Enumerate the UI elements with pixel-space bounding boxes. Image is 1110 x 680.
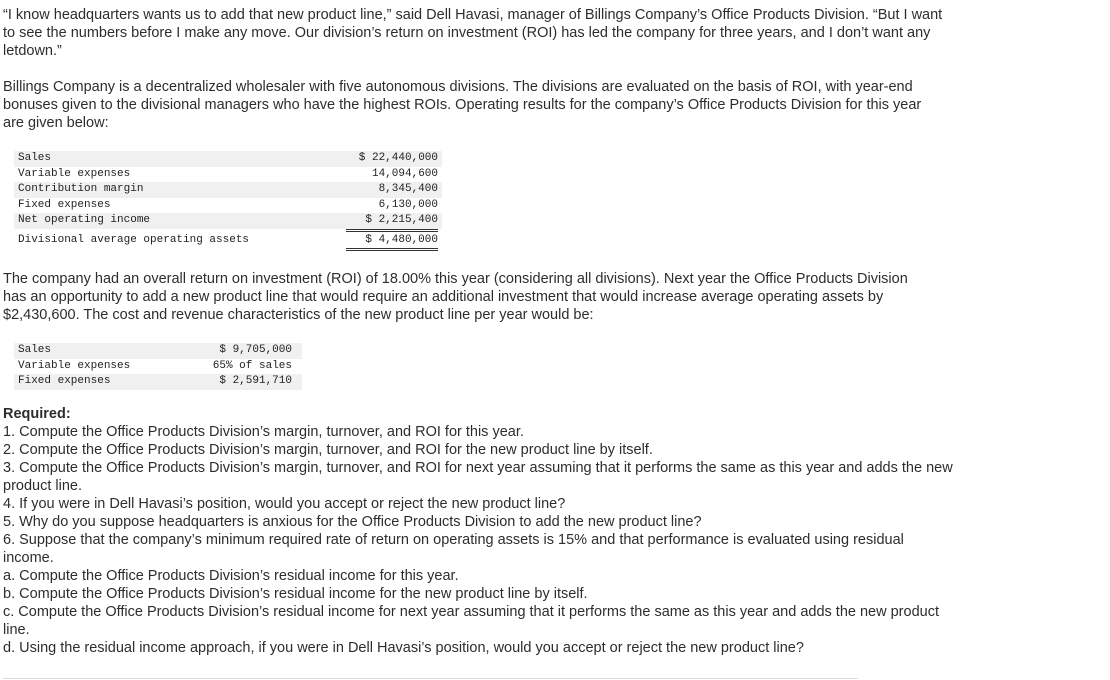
new-product-line-paragraph: The company had an overall return on investment (ROI) of 18.00% this year (considering all divisions). Next year the Office Products Division has an opportunity to add a new product line that would require an additional investment that would increase average operating assets by $2,430,600. The cost and revenue characteristics of the new product line per year would be: (3, 271, 908, 323)
row-value: 6,130,000 (346, 198, 438, 215)
required-item: 6. Suppose that the company’s minimum required rate of return on operating assets is 15% and that performance is evaluated using residual income. (3, 532, 904, 566)
company-context-paragraph: Billings Company is a decentralized wholesaler with five autonomous divisions. The divisions are evaluated on the basis of ROI, with year-end bonuses given to the divisional managers who have the highest ROIs. Operating results for the company’s Office Products Division for this year are given below: (3, 79, 922, 131)
row-value: 65% of sales (212, 359, 292, 372)
required-item: d. Using the residual income approach, if you were in Dell Havasi’s position, would you accept or reject the new product line? (3, 640, 804, 656)
required-item: 4. If you were in Dell Havasi’s position, would you accept or reject the new product line? (3, 496, 566, 512)
required-item: a. Compute the Office Products Division’s residual income for this year. (3, 568, 459, 584)
row-label: Sales (18, 344, 52, 356)
new-product-line-table (14, 343, 302, 390)
required-section (3, 405, 953, 657)
intro-quote-paragraph: “I know headquarters wants us to add that new product line,” said Dell Havasi, manager of Billings Company’s Office Products Division. “But I want to see the numbers before I make any move. Our division’s return on investment (ROI) has led the company for three years, and I don’t want any letdown.” (3, 7, 943, 59)
row-label: Variable expenses (18, 167, 131, 180)
required-item: 2. Compute the Office Products Division’s margin, turnover, and ROI for the new product line by itself. (3, 442, 653, 458)
row-label: Contribution margin (18, 183, 144, 195)
required-item: 5. Why do you suppose headquarters is anxious for the Office Products Division to add the new product line? (3, 514, 702, 530)
row-label: Fixed expenses (18, 375, 111, 387)
required-item: 1. Compute the Office Products Division’s margin, turnover, and ROI for this year. (3, 424, 524, 440)
bottom-divider (3, 678, 858, 679)
table-row (14, 359, 302, 375)
row-value: $ 2,591,710 (219, 375, 292, 387)
row-value: $ 22,440,000 (358, 152, 438, 164)
row-label: Divisional average operating assets (18, 233, 250, 246)
table-row (14, 233, 442, 249)
row-label: Net operating income (18, 214, 151, 226)
row-label: Fixed expenses (18, 198, 111, 211)
row-label: Variable expenses (18, 359, 131, 372)
operating-results-table (14, 151, 442, 248)
table-row (14, 167, 442, 183)
required-item: b. Compute the Office Products Division’s residual income for the new product line by itself. (3, 586, 588, 602)
table-row (14, 343, 302, 359)
table-row (14, 198, 442, 214)
table-row (14, 213, 442, 229)
row-value: $ 4,480,000 (346, 233, 438, 252)
table-row (14, 374, 302, 390)
table-row (14, 151, 442, 167)
required-item: c. Compute the Office Products Division’s residual income for next year assuming that it performs the same as this year and adds the new product line. (3, 604, 939, 638)
row-label: Sales (18, 152, 52, 164)
row-value: $ 2,215,400 (346, 213, 438, 232)
row-value: 14,094,600 (346, 167, 438, 184)
row-value: 8,345,400 (378, 183, 438, 195)
row-value: $ 9,705,000 (219, 344, 292, 356)
required-heading: Required: (3, 406, 71, 422)
table-row (14, 182, 442, 198)
required-item: 3. Compute the Office Products Division’s margin, turnover, and ROI for next year assuming that it performs the same as this year and adds the new product line. (3, 460, 953, 494)
